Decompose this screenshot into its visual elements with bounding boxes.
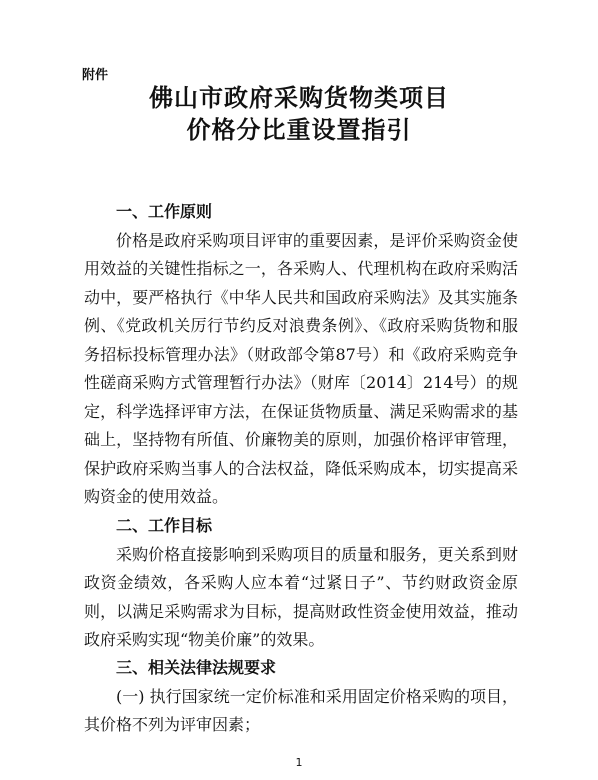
section-heading: 三、相关法律法规要求 xyxy=(116,658,277,677)
section-paragraph: 价格是政府采购项目评审的重要因素，是评价采购资金使用效益的关键性指标之一，各采购人、代理机构在政府采购活动中，要严格执行《中华人民共和国政府采购法》及其实施条例、《党政机关厉行节约反对浪费条例》、《政府采购货物和服务招标投标管理办法》（财政部令第87号）和《政府采购竞争性磋商采购方式管理暂行办法》（财库〔2014〕214号）的规定，科学选择评审方法，在保证货物质量、满足采购需求的基础上，坚持物有所值、价廉物美的原则，加强价格评审管理，保护政府采购当事人的合法权益，降低采购成本，切实提高采购资金的使用效益。 xyxy=(84,230,518,506)
page-number: 1 xyxy=(295,756,303,769)
section-legal-requirements xyxy=(84,654,518,740)
section-heading: 一、工作原则 xyxy=(116,202,213,221)
document-title-line-1: 佛山市政府采购货物类项目 xyxy=(149,83,449,112)
section-heading: 二、工作目标 xyxy=(116,516,213,535)
section-work-principle xyxy=(84,198,518,512)
attachment-label: 附件 xyxy=(82,68,109,83)
section-paragraph: 采购价格直接影响到采购项目的质量和服务，更关系到财政资金绩效，各采购人应本着“过紧日子”、节约财政资金原则，以满足采购需求为目标，提高财政性资金使用效益，推动政府采购实现“物美价廉”的效果。 xyxy=(84,544,518,649)
section-paragraph: (一) 执行国家统一定价标准和采用固定价格采购的项目，其价格不列为评审因素； xyxy=(84,686,518,734)
document-title-line-2: 价格分比重设置指引 xyxy=(186,115,412,144)
section-work-goal xyxy=(84,512,518,655)
